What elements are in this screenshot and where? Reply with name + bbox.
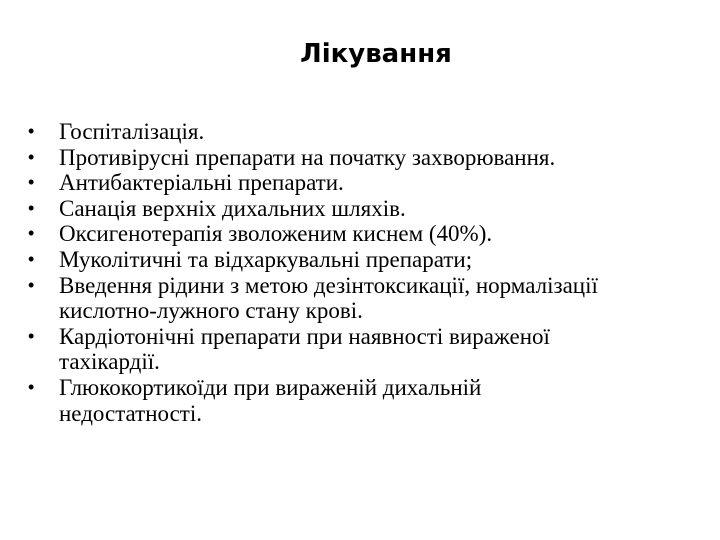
slide-title: Лікування [300,39,452,69]
bullet-item-cardiotonics [28,324,708,375]
bullet-text: Санація верхніх дихальних шляхів. [59,195,406,221]
bullet-text: Противірусні препарати на початку захворювання. [59,144,556,170]
bullet-icon: • [28,146,35,167]
bullet-text: Антибактеріальні препарати. [59,170,344,196]
bullet-text: Глюкокортикоїди при вираженій дихальній [59,374,482,400]
bullet-icon: • [28,274,35,295]
bullet-item-antibacterial [28,170,708,196]
bullet-icon: • [28,121,35,141]
bullet-text: Госпіталізація. [59,119,205,144]
bullet-list [28,119,708,426]
bullet-item-airway-sanitation [28,196,708,222]
bullet-icon: • [28,223,35,244]
bullet-text: Введення рідини з метою дезінтоксикації, нормалізації [59,272,598,298]
bullet-item-glucocorticoids [28,375,708,426]
bullet-item-antiviral [28,145,708,171]
bullet-icon: • [28,172,35,193]
bullet-text: Муколітичні та відхаркувальні препарати; [59,246,473,272]
bullet-text-continuation: кислотно-лужного стану крові. [59,298,363,324]
bullet-item-hospitalization [28,119,708,145]
bullet-text: Оксигенотерапія зволоженим киснем (40%). [59,221,493,247]
bullet-item-mucolytics [28,247,708,273]
bullet-text-continuation: тахікардії. [59,349,160,375]
bullet-icon: • [28,376,35,397]
bullet-item-fluid-detox [28,273,708,324]
bullet-icon: • [28,248,35,269]
bullet-icon: • [28,197,35,218]
bullet-item-oxygen-therapy [28,221,708,247]
bullet-icon: • [28,325,35,346]
bullet-text: Кардіотонічні препарати при наявності вираженої [59,323,550,349]
bullet-text-continuation: недостатності. [59,400,202,426]
